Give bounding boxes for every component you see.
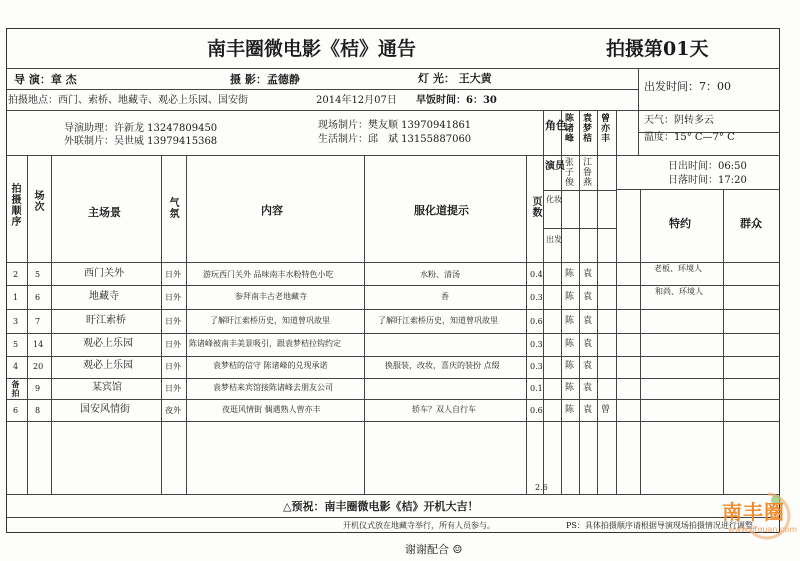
row-content: 参拜南丰古老地藏寺: [235, 292, 307, 301]
row-atmosphere: 日外: [165, 362, 181, 371]
rule: [543, 228, 616, 229]
row-pages: 0.3: [530, 362, 543, 371]
row-place: 观必上乐园: [83, 338, 133, 349]
temperature: 温度：15° C—7° C: [644, 132, 735, 143]
liaison-producer: 外联制片：吴世威 13979415368: [64, 136, 218, 147]
row-atmosphere: 日外: [165, 270, 181, 279]
row-order: 3: [13, 317, 19, 326]
role-label: 角色: [545, 119, 567, 132]
row-scene: 7: [35, 317, 41, 326]
actor-label: 演员: [545, 161, 565, 172]
row-order: 2: [13, 270, 19, 279]
thanks-note: 谢谢配合 ☺: [405, 543, 463, 556]
rule: [6, 356, 780, 357]
rule: [6, 399, 780, 400]
row-cast-chen: 陈: [565, 269, 575, 279]
rule: [616, 189, 780, 190]
row-atmosphere: 夜外: [165, 406, 181, 415]
row-content: 袁梦桔的信守 陈诸峰的兑现承诺: [213, 361, 328, 370]
row-scene: 14: [33, 340, 44, 349]
costume-header: 服化道提示: [414, 204, 469, 217]
rule: [6, 68, 780, 69]
row-pages: 0.4: [530, 270, 543, 279]
rule: [161, 155, 162, 494]
row-cast-yuan: 袁: [583, 269, 593, 279]
sunset-time: 日落时间：17:20: [668, 175, 747, 186]
character-name: 陈诸峰: [563, 113, 573, 143]
row-special: 老板、环境人: [654, 264, 702, 273]
row-props: 换服装，改妆，喜庆的装扮 点缀: [385, 361, 500, 370]
photographer: 摄 影：孟德静: [230, 73, 300, 86]
row-atmosphere: 日外: [165, 293, 181, 302]
rule: [6, 421, 780, 422]
rule: [723, 189, 724, 494]
rule: [51, 155, 52, 494]
row-place: 某宾馆: [92, 382, 122, 393]
watermark-url: www.nfquan.com: [728, 525, 798, 534]
director: 导 演：章 杰: [14, 73, 77, 86]
pages-header: 页数: [530, 196, 541, 218]
weather: 天气：阴转多云: [644, 115, 714, 126]
character-name: 曾亦丰: [599, 113, 609, 143]
lighting: 灯 光： 王大黄: [418, 72, 492, 85]
row-pages: 0.6: [530, 317, 543, 326]
rule: [6, 517, 780, 518]
row-pages: 0.3: [530, 340, 543, 349]
row-order: 1: [13, 293, 19, 302]
row-cast-yuan: 袁: [583, 316, 593, 326]
row-content: 了解盱江索桥历史，知道曾巩故里: [210, 316, 330, 325]
row-order: 备拍: [11, 380, 21, 398]
row-place: 地藏寺: [89, 291, 119, 302]
row-cast-yuan: 袁: [583, 361, 593, 371]
row-cast-chen: 陈: [565, 292, 575, 302]
row-content: 夜逛风情街 偶遇熟人曾亦丰: [222, 405, 321, 414]
row-props: 香: [441, 292, 449, 301]
page-title: 南丰圈微电影《桔》通告: [207, 38, 417, 60]
row-cast-chen: 陈: [565, 339, 575, 349]
row-cast-chen: 陈: [565, 405, 575, 415]
row-place: 盱江索桥: [86, 315, 126, 326]
site-producer: 现场制片：樊友顺 13970941861: [318, 120, 472, 131]
row-atmosphere: 日外: [165, 384, 181, 393]
total-pages: 2.6: [535, 483, 548, 492]
scene-header: 场次: [32, 190, 43, 212]
rule: [6, 89, 638, 90]
row-scene: 6: [35, 293, 41, 302]
order-header: 拍摄顺序: [9, 183, 20, 227]
rule: [6, 309, 780, 310]
character-name: 袁梦桔: [581, 113, 591, 143]
row-cast-chen: 陈: [565, 383, 575, 393]
watermark-brand: 南丰圈: [722, 500, 785, 524]
row-place: 国安风情街: [80, 404, 130, 415]
rule: [640, 189, 641, 494]
row-props: 轿车？双人自行车: [412, 405, 476, 414]
atmosphere-header: 气氛: [167, 197, 178, 219]
row-atmosphere: 日外: [165, 317, 181, 326]
row-scene: 5: [35, 270, 41, 279]
rule: [543, 190, 616, 191]
row-pages: 0.6: [530, 406, 543, 415]
extras-header: 群众: [740, 217, 762, 230]
row-atmosphere: 日外: [165, 340, 181, 349]
row-scene: 8: [35, 406, 41, 415]
row-props: 水粉、清汤: [420, 270, 460, 279]
row-content: 游玩西门关外 品味南丰水粉特色小吃: [203, 270, 334, 279]
row-cast-zeng: 曾: [601, 405, 611, 415]
rule: [6, 262, 780, 263]
row-pages: 0.1: [530, 384, 543, 393]
makeup-label: 化妆: [546, 195, 562, 204]
departure-time: 出发时间：7：00: [644, 80, 731, 93]
rule: [27, 155, 28, 494]
row-place: 西门关外: [84, 268, 124, 279]
row-order: 4: [13, 362, 19, 371]
rule: [6, 333, 780, 334]
row-order: 5: [13, 340, 19, 349]
shoot-day: 拍摄第01天: [606, 38, 709, 60]
row-cast-yuan: 袁: [583, 383, 593, 393]
actor-name: 张子俊: [563, 157, 573, 187]
special-header: 特约: [669, 217, 691, 230]
main-scene-header: 主场景: [88, 206, 121, 219]
row-scene: 9: [35, 384, 41, 393]
rule: [6, 494, 780, 495]
ps-note: PS：具体拍摄顺序请根据导演现场拍摄情况进行调整。: [566, 521, 761, 530]
row-content: 袁梦桔来宾馆接陈诸峰去朋友公司: [213, 383, 333, 392]
rule: [186, 155, 187, 494]
rule: [526, 155, 527, 494]
row-content: 陈诸峰被南丰美景吸引，跟袁梦桔拉钩约定: [189, 339, 341, 348]
rule: [6, 110, 780, 111]
rule: [6, 155, 780, 156]
row-pages: 0.3: [530, 293, 543, 302]
rule: [638, 68, 639, 155]
row-cast-chen: 陈: [565, 361, 575, 371]
rule: [364, 155, 365, 494]
depart-label: 出发: [546, 235, 562, 244]
assistant-director: 导演助理：许新龙 13247809450: [64, 123, 218, 134]
ceremony-note: 开机仪式放在地藏寺举行，所有人员参与。: [343, 521, 495, 530]
row-scene: 20: [33, 362, 44, 371]
rule: [579, 110, 580, 494]
opening-wish: △预祝：南丰圈微电影《桔》开机大吉！: [283, 500, 479, 513]
row-place: 观必上乐园: [83, 360, 133, 371]
row-cast-yuan: 袁: [583, 339, 593, 349]
actor-name: 江鲁燕: [581, 157, 591, 187]
breakfast-time: 早饭时间：6：30: [416, 95, 497, 106]
row-props: 了解盱江索桥历史，知道曾巩故里: [378, 316, 498, 325]
sunrise-time: 日出时间：06:50: [668, 161, 747, 172]
content-header: 内容: [261, 204, 283, 217]
rule: [6, 285, 780, 286]
shoot-locations: 拍摄地点：西门、索桥、地藏寺、观必上乐园、国安街: [8, 95, 248, 106]
rule: [597, 110, 598, 494]
life-producer: 生活制片：邱 斌 13155887060: [318, 134, 472, 145]
rule: [616, 110, 617, 494]
rule: [6, 378, 780, 379]
shoot-date: 2014年12月07日: [316, 95, 397, 106]
rule: [543, 110, 544, 494]
row-cast-chen: 陈: [565, 316, 575, 326]
row-special: 和尚、环境人: [655, 287, 703, 296]
row-cast-yuan: 袁: [583, 292, 593, 302]
row-cast-yuan: 袁: [583, 405, 593, 415]
row-order: 6: [13, 406, 19, 415]
